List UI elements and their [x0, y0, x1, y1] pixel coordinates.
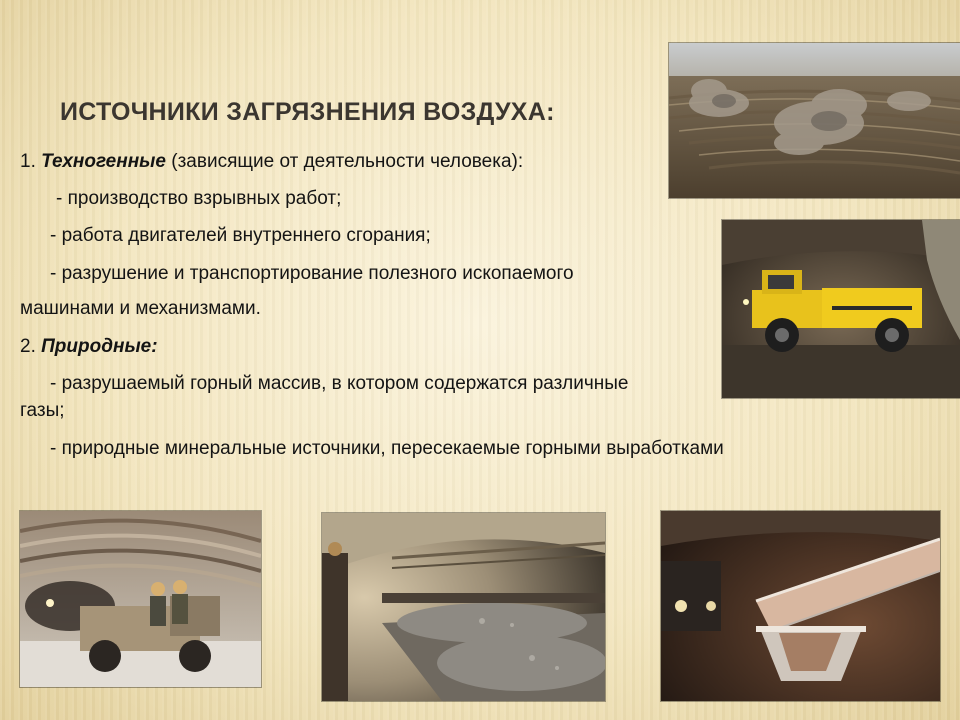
section-2-heading: 2. Природные: [20, 336, 158, 357]
section-1-heading: 1. Техногенные (зависящие от деятельности человека): [20, 151, 524, 172]
underground-dump-truck-photo [722, 220, 960, 398]
section-2-name: Природные: [41, 336, 158, 357]
bullet-mineral-springs: - природные минеральные источники, пересекаемые горными выработками [50, 438, 724, 459]
bullet-rock-mass: - разрушаемый горный массив, в котором содержатся различные [50, 373, 629, 394]
slide-title: ИСТОЧНИКИ ЗАГРЯЗНЕНИЯ ВОЗДУХА: [60, 98, 555, 126]
bullet-engines: - работа двигателей внутреннего сгорания; [50, 225, 431, 246]
bullet-transport-cont: машинами и механизмами. [20, 298, 261, 319]
underground-loader-photo [20, 511, 261, 687]
section-1-name: Техногенные [41, 151, 166, 172]
section-1-desc: (зависящие от деятельности человека): [171, 151, 524, 172]
open-pit-blast-photo [669, 43, 960, 198]
bullet-blasting: - производство взрывных работ; [56, 188, 342, 209]
bullet-transport: - разрушение и транспортирование полезного ископаемого [50, 263, 574, 284]
bullet-rock-mass-cont: газы; [20, 400, 65, 421]
ore-cart-tunnel-photo [322, 513, 605, 701]
conveyor-hopper-photo [661, 511, 940, 701]
